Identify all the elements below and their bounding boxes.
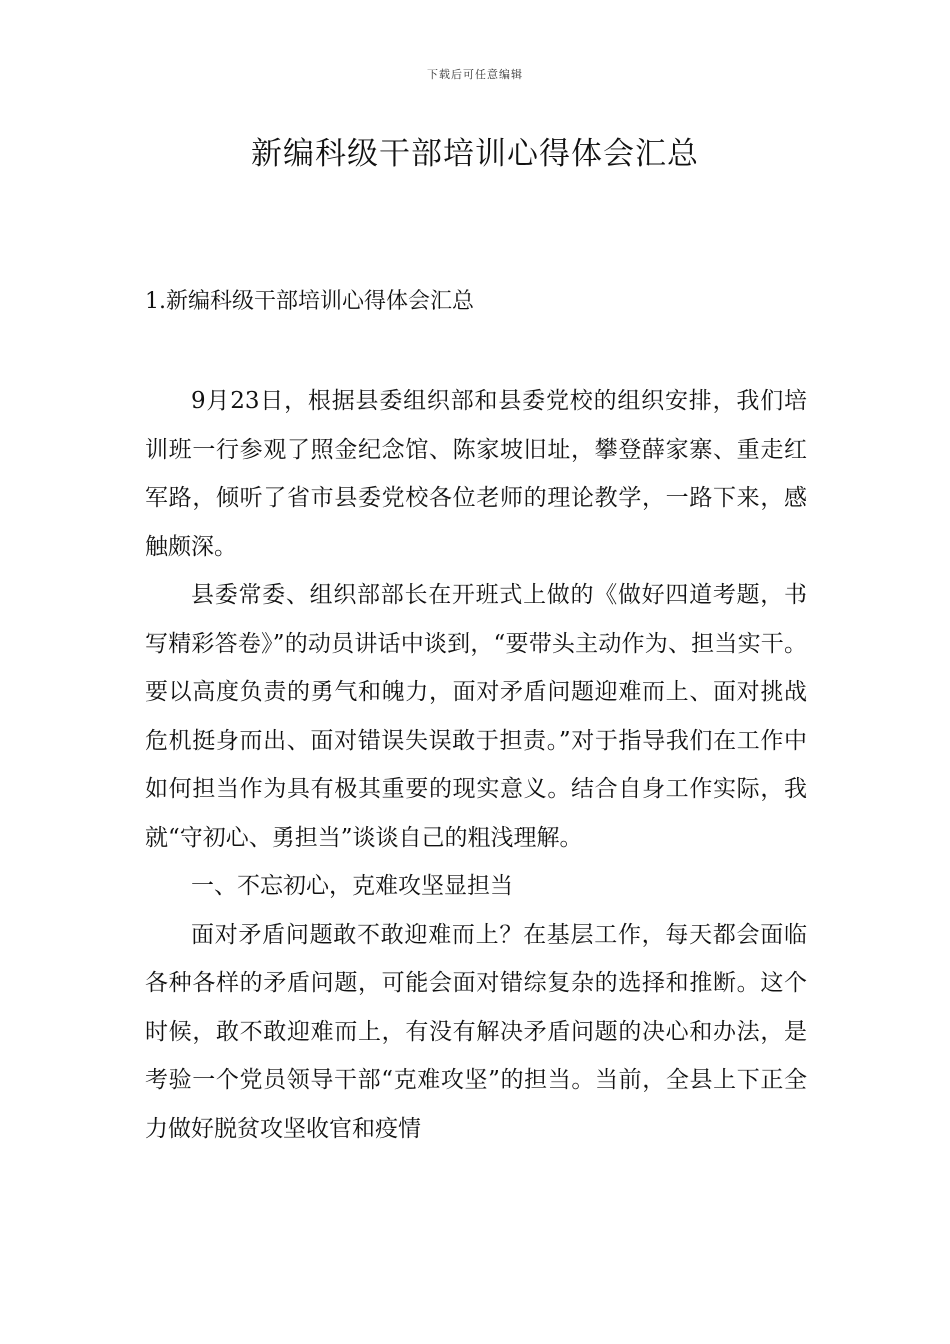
header-note: 下载后可任意编辑 bbox=[427, 68, 523, 81]
paragraph: 9月23日，根据县委组织部和县委党校的组织安排，我们培训班一行参观了照金纪念馆、陈家坡旧址，攀登薛家寨、重走红军路，倾听了省市县委党校各位老师的理论教学，一路下来，感触颇深。 bbox=[145, 388, 807, 560]
document-body bbox=[145, 377, 807, 1153]
paragraph: 县委常委、组织部部长在开班式上做的《做好四道考题，书写精彩答卷》”的动员讲话中谈到，“要带头主动作为、担当实干。要以高度负责的勇气和魄力，面对矛盾问题迎难而上、面对挑战危机挺身而出、面对错误失误敢于担责。”对于指导我们在工作中如何担当作为具有极其重要的现实意义。结合自身工作实际，我就“守初心、勇担当”谈谈自己的粗浅理解。 bbox=[145, 582, 807, 851]
subheading-paragraph: 一、不忘初心，克难攻坚显担当 bbox=[191, 873, 513, 899]
section-heading: 1.新编科级干部培训心得体会汇总 bbox=[145, 289, 474, 314]
paragraph: 面对矛盾问题敢不敢迎难而上？在基层工作，每天都会面临各种各样的矛盾问题，可能会面对错综复杂的选择和推断。这个时候，敢不敢迎难而上，有没有解决矛盾问题的决心和办法，是考验一个党员领导干部“克难攻坚”的担当。当前，全县上下正全力做好脱贫攻坚收官和疫情 bbox=[145, 921, 807, 1142]
document-title: 新编科级干部培训心得体会汇总 bbox=[251, 136, 699, 172]
